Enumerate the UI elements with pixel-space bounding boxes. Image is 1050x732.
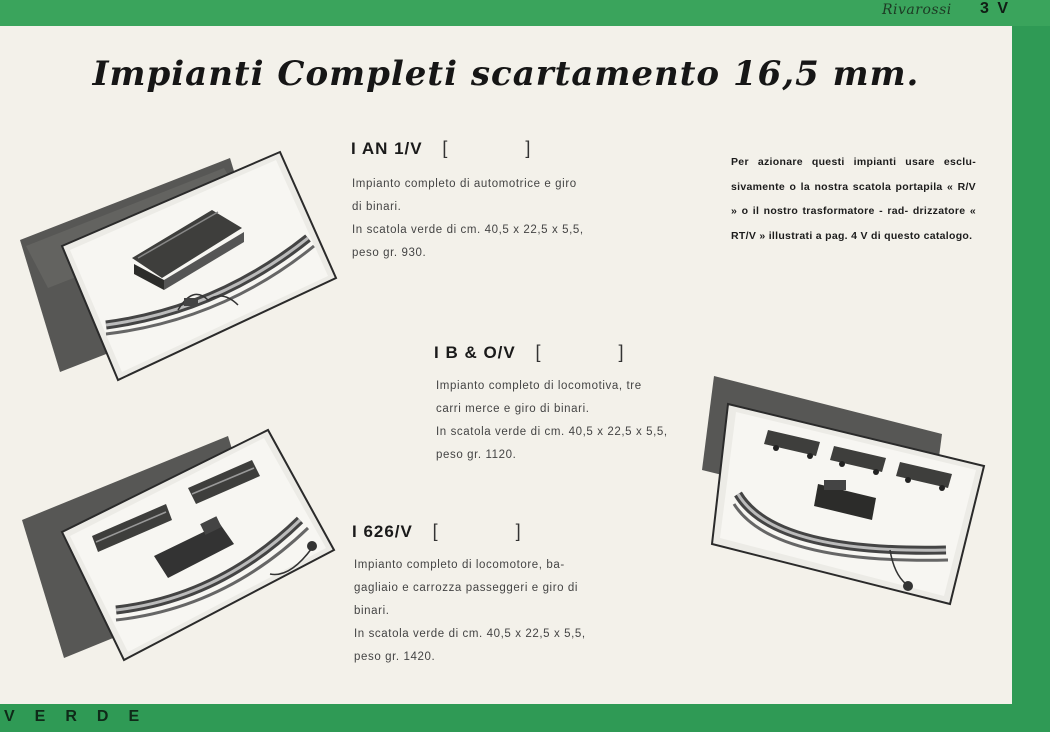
description-line: peso gr. 1120. — [436, 449, 517, 461]
description-line: carri merce e giro di binari. — [436, 403, 590, 415]
product-description-i626v — [354, 554, 604, 669]
page-title: Impianti Completi scartamento 16,5 mm. — [92, 54, 920, 94]
description-line: In scatola verde di cm. 40,5 x 22,5 x 5,5, — [354, 628, 586, 640]
description-line: In scatola verde di cm. 40,5 x 22,5 x 5,5, — [436, 426, 668, 438]
product-code-text: I 626/V — [352, 522, 413, 541]
footer-word: VERDE — [4, 708, 160, 725]
description-line: binari. — [354, 605, 390, 617]
description-line: peso gr. 1420. — [354, 651, 436, 663]
description-line: gagliaio e carrozza passeggeri e giro di — [354, 582, 579, 594]
photo-set-bo — [694, 374, 986, 606]
price-bracket: [ ] — [432, 521, 521, 541]
description-line: In scatola verde di cm. 40,5 x 22,5 x 5,5, — [352, 224, 584, 236]
product-code-text: I B & O/V — [434, 343, 516, 362]
description-line: Impianto completo di locomotore, ba- — [354, 559, 565, 571]
product-code-i626v — [352, 521, 521, 542]
description-line: Impianto completo di locomotiva, tre — [436, 380, 642, 392]
product-description-ibov — [436, 375, 686, 467]
usage-note: Per azionare questi impianti usare esclu- sivamente o la nostra scatola portapila « R/V » o il nostro trasformatore - rad- drizzatore « RT/V » illustrati a pag. 4 V di questo catalogo. — [731, 156, 976, 242]
description-line: peso gr. 930. — [352, 247, 427, 259]
product-code-ian1v — [351, 138, 530, 159]
description-line: Impianto completo di automotrice e giro — [352, 178, 577, 190]
photo-set-626 — [20, 428, 336, 664]
photo-set-railcar — [18, 150, 338, 382]
description-line: di binari. — [352, 201, 402, 213]
brand-logo: Rivarossi — [882, 2, 952, 18]
product-code-text: I AN 1/V — [351, 139, 423, 158]
product-description-ian1v — [352, 173, 622, 265]
page-number: 3 V — [980, 0, 1011, 17]
product-code-ibov — [434, 342, 624, 363]
price-bracket: [ ] — [442, 138, 531, 158]
price-bracket: [ ] — [535, 342, 624, 362]
